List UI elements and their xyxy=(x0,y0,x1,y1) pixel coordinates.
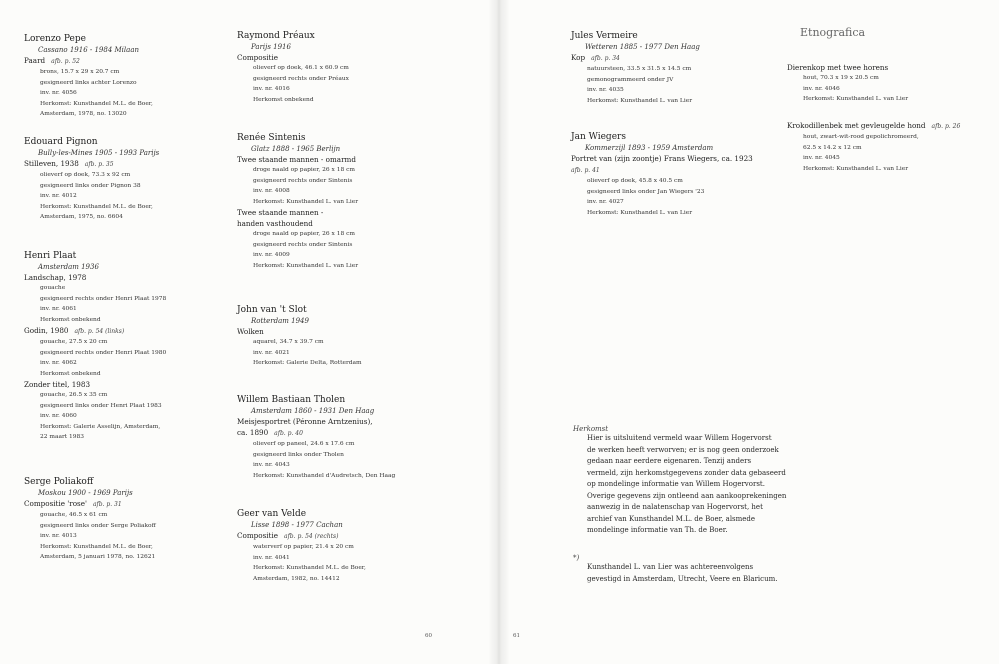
work-detail: gesigneerd rechts onder Sintenis xyxy=(253,177,353,184)
work-title-text: Compositie 'rose' xyxy=(24,499,87,508)
note-line: Hier is uitsluitend vermeld waar Willem Hogervorst xyxy=(587,434,772,442)
work-detail: inv. nr. 4012 xyxy=(40,193,77,199)
right-page xyxy=(497,0,999,664)
work-title-text: Compositie xyxy=(237,531,278,540)
work-title xyxy=(24,55,153,67)
work-detail: olieverf op doek, 45.8 x 40.5 cm xyxy=(587,178,683,184)
work-title-continued xyxy=(237,427,395,439)
work-title-text: Compositie xyxy=(237,53,278,62)
illustration-ref: afb. p. 54 (links) xyxy=(74,328,125,335)
work-detail: aquarel, 34.7 x 39.7 cm xyxy=(253,339,324,345)
work-detail: inv. nr. 4035 xyxy=(587,87,624,93)
artist-dates: Rotterdam 1949 xyxy=(251,317,309,325)
artist-name: Geer van Velde xyxy=(237,509,307,519)
illustration-ref: afb. p. 31 xyxy=(92,501,122,508)
artist-name: Henri Plaat xyxy=(24,251,77,261)
work-detail: Herkomst: Kunsthandel M.L. de Boer, xyxy=(253,565,366,571)
work-title: Twee staande mannen - xyxy=(237,208,324,217)
object-entry-dierenkop xyxy=(787,62,908,105)
artist-entry-pepe xyxy=(24,33,153,120)
artist-name: Renée Sintenis xyxy=(237,133,306,143)
work-title xyxy=(24,158,159,170)
work-detail: gemonogrammeerd onder JV xyxy=(587,76,674,83)
illustration-ref: afb. p. 52 xyxy=(51,58,80,65)
section-title: Etnografica xyxy=(800,26,866,39)
object-detail: Herkomst: Kunsthandel L. van Lier xyxy=(803,96,909,102)
work-title: Portret van (zijn zoontje) Frans Wiegers, ca. 1923 xyxy=(571,154,753,163)
work-title xyxy=(237,52,349,63)
work-title-text: Kop xyxy=(571,53,586,62)
artist-name: Jan Wiegers xyxy=(571,132,626,142)
artist-dates: Glatz 1888 - 1965 Berlijn xyxy=(251,145,341,153)
work-detail: inv. nr. 4009 xyxy=(253,252,290,258)
work-detail: inv. nr. 4043 xyxy=(253,462,290,468)
artist-entry-sintenis xyxy=(237,132,358,271)
work-detail: Amsterdam, 1975, no. 6604 xyxy=(40,214,123,220)
book-gutter xyxy=(488,0,510,664)
work-detail: gesigneerd links onder Serge Poliakoff xyxy=(40,522,156,529)
illustration-ref: afb. p. 26 xyxy=(931,123,961,130)
work-detail: gesigneerd links achter Lorenzo xyxy=(40,79,137,86)
artist-entry-poliakoff xyxy=(24,476,156,563)
artist-name: Edouard Pignon xyxy=(24,137,98,147)
work-title xyxy=(571,52,700,64)
work-title-text: Stilleven, 1938 xyxy=(24,159,79,168)
artist-dates: Parijs 1916 xyxy=(251,43,291,51)
artist-name: Willem Bastiaan Tholen xyxy=(237,395,346,405)
note-body xyxy=(573,433,803,537)
object-detail: Herkomst: Kunsthandel L. van Lier xyxy=(803,165,909,172)
work-detail: Herkomst: Kunsthandel M.L. de Boer, xyxy=(40,100,153,107)
work-detail: Herkomst: Kunsthandel L. van Lier xyxy=(253,198,359,205)
artist-name: Lorenzo Pepe xyxy=(24,34,86,44)
work-detail: brons, 15.7 x 29 x 20.7 cm xyxy=(40,69,120,75)
artist-entry-pignon xyxy=(24,136,159,223)
work-detail: olieverf op doek, 73.3 x 92 cm xyxy=(40,172,131,178)
work-detail: gesigneerd links onder Tholen xyxy=(253,451,344,458)
work-detail: gesigneerd rechts onder Henri Plaat 1978 xyxy=(40,295,167,302)
work-detail: Amsterdam, 1978, no. 13020 xyxy=(40,111,127,117)
artist-dates: Amsterdam 1936 xyxy=(38,263,99,271)
work-title-text: Landschap, 1978 xyxy=(24,273,87,282)
object-detail: hout, zwart-wit-rood gepolichromeerd, xyxy=(803,134,919,140)
artist-dates: Moskou 1900 - 1969 Parijs xyxy=(38,489,133,497)
note-line: mondelinge informatie van Th. de Boer. xyxy=(587,526,728,534)
artist-entry-wiegers xyxy=(571,131,753,218)
object-entry-krokodillenbek xyxy=(787,120,960,174)
work-detail: inv. nr. 4027 xyxy=(587,199,624,205)
work-detail: inv. nr. 4041 xyxy=(253,554,290,561)
work-detail: Herkomst: Kunsthandel M.L. de Boer, xyxy=(40,203,153,210)
work-detail: Amsterdam, 1982, no. 14412 xyxy=(253,575,340,582)
work-detail: gouache, 27.5 x 20 cm xyxy=(40,339,108,345)
work-detail: inv. nr. 4061 xyxy=(40,306,77,312)
artist-entry-slot xyxy=(237,304,362,369)
work-detail: Herkomst: Kunsthandel L. van Lier xyxy=(587,209,693,216)
artist-entry-vermeire xyxy=(571,30,700,106)
work-detail: inv. nr. 4013 xyxy=(40,533,77,539)
work-detail: Herkomst onbekend xyxy=(40,370,101,377)
object-title: Dierenkop met twee horens xyxy=(787,63,889,72)
artist-entry-plaat xyxy=(24,250,166,443)
work-detail: Herkomst: Galerie Delta, Rotterdam xyxy=(253,360,362,366)
work-detail: 22 maart 1983 xyxy=(40,434,85,440)
work-detail: inv. nr. 4008 xyxy=(253,188,290,194)
artist-entry-preaux xyxy=(237,30,349,105)
work-title-text: Twee staande mannen - omarmd xyxy=(237,155,356,164)
work-detail: inv. nr. 4062 xyxy=(40,360,77,366)
work-detail: olieverf op paneel, 24.6 x 17.6 cm xyxy=(253,441,355,447)
work-title-text: Wolken xyxy=(237,327,264,336)
work-detail: gesigneerd links onder Jan Wiegers '23 xyxy=(587,188,705,195)
left-page xyxy=(0,0,497,664)
note-line: gedaan naar eerdere eigenaren. Tenzij anders xyxy=(587,457,752,465)
work-detail: droge naald op papier, 26 x 18 cm xyxy=(253,167,355,173)
artist-dates: Bully-les-Mines 1905 - 1993 Parijs xyxy=(38,149,160,157)
artist-dates: Kommerzijl 1893 - 1959 Amsterdam xyxy=(585,144,714,152)
note-line: archief van Kunsthandel M.L. de Boer, alsmede xyxy=(587,514,756,523)
work-title-text: Godin, 1980 xyxy=(24,326,69,335)
illustration-ref: afb. p. 54 (rechts) xyxy=(284,533,339,540)
artist-name: John van 't Slot xyxy=(237,305,307,315)
work-title-continued: handen vasthoudend xyxy=(237,219,313,228)
work-title xyxy=(237,530,366,542)
work-detail: natuursteen, 33.5 x 31.5 x 14.5 cm xyxy=(587,66,692,72)
note-line: de werken heeft verworven; er is nog geen onderzoek xyxy=(587,445,779,454)
illustration-ref: afb. p. 41 xyxy=(571,167,600,174)
note-line: aanwezig in de nalatenschap van Hogervorst, het xyxy=(587,503,763,511)
object-title-text: Krokodillenbek met gevleugelde hond xyxy=(787,121,926,130)
work-detail: Herkomst: Kunsthandel d'Audretsch, Den Haag xyxy=(253,472,396,479)
work-detail: droge naald op papier, 26 x 18 cm xyxy=(253,231,355,237)
work-detail: gesigneerd links onder Pignon 38 xyxy=(40,182,141,189)
work-detail: Herkomst: Kunsthandel L. van Lier xyxy=(253,262,359,269)
work-detail: inv. nr. 4060 xyxy=(40,413,77,419)
work-detail: Herkomst onbekend xyxy=(40,316,101,323)
work-title-text: ca. 1890 xyxy=(237,428,269,437)
artist-dates: Cassano 1916 - 1984 Milaan xyxy=(38,46,140,54)
note-line: Overige gegevens zijn ontleend aan aankooprekeningen xyxy=(587,491,787,500)
work-detail: Herkomst: Kunsthandel L. van Lier xyxy=(587,97,693,104)
work-detail: gesigneerd rechts onder Henri Plaat 1980 xyxy=(40,349,167,356)
note-line: vermeld, zijn herkomstgegevens zonder data gebaseerd xyxy=(587,468,786,477)
artist-name: Serge Poliakoff xyxy=(24,477,94,487)
object-detail: hout, 70.3 x 19 x 20.5 cm xyxy=(803,75,879,81)
work-detail: inv. nr. 4056 xyxy=(40,90,77,96)
illustration-ref: afb. p. 35 xyxy=(84,161,114,168)
object-title xyxy=(787,120,960,132)
work-detail: Herkomst onbekend xyxy=(253,96,314,103)
work-detail: gouache xyxy=(40,285,66,291)
work-title xyxy=(24,498,156,510)
work-title-continued xyxy=(571,164,753,176)
work-title-text: Zonder titel, 1983 xyxy=(24,380,91,389)
footnote-marker: *) xyxy=(573,554,580,562)
work-detail: gesigneerd rechts onder Préaux xyxy=(253,75,349,82)
footnote-line: Kunsthandel L. van Lier was achtereenvolgens xyxy=(587,563,754,571)
work-title: Meisjesportret (Péronne Arntzenius), xyxy=(237,417,373,426)
work-detail: Herkomst: Galerie Asselijn, Amsterdam, xyxy=(40,423,161,430)
work-title-text: Paard xyxy=(24,56,46,65)
page-number: 60 xyxy=(425,633,432,639)
footnote-line: gevestigd in Amsterdam, Utrecht, Veere en Blaricum. xyxy=(587,574,778,583)
object-detail: inv. nr. 4045 xyxy=(803,155,840,161)
work-detail: gouache, 26.5 x 35 cm xyxy=(40,392,108,398)
work-detail: waterverf op papier, 21.4 x 20 cm xyxy=(253,544,354,550)
note-label: Herkomst xyxy=(573,425,609,433)
work-detail: gesigneerd links onder Henri Plaat 1983 xyxy=(40,402,162,409)
object-detail: inv. nr. 4046 xyxy=(803,85,840,92)
object-detail: 62.5 x 14.2 x 12 cm xyxy=(803,144,862,151)
work-detail: Amsterdam, 5 januari 1978, no. 12621 xyxy=(40,554,156,560)
artist-dates: Amsterdam 1860 - 1931 Den Haag xyxy=(251,407,375,415)
illustration-ref: afb. p. 34 xyxy=(591,55,620,62)
note-line: op mondelinge informatie van Willem Hogervorst. xyxy=(587,480,765,488)
artist-entry-tholen xyxy=(237,394,395,481)
work-detail: Herkomst: Kunsthandel M.L. de Boer, xyxy=(40,543,153,550)
artist-dates: Wetteren 1885 - 1977 Den Haag xyxy=(585,43,700,51)
work-detail: gesigneerd rechts onder Sintenis xyxy=(253,241,353,248)
work-title xyxy=(237,326,362,337)
artist-entry-velde xyxy=(237,508,366,584)
footnote xyxy=(573,554,813,585)
illustration-ref: afb. p. 40 xyxy=(274,430,303,437)
work-detail: inv. nr. 4016 xyxy=(253,86,290,92)
artist-dates: Lisse 1898 - 1977 Cachan xyxy=(251,521,343,529)
work-title xyxy=(24,325,166,337)
footnote-body xyxy=(573,562,813,585)
provenance-note xyxy=(573,425,803,537)
work-detail: gouache, 46.5 x 61 cm xyxy=(40,512,108,518)
artist-name: Jules Vermeire xyxy=(571,31,638,41)
work-title xyxy=(237,154,358,165)
work-detail: inv. nr. 4021 xyxy=(253,349,290,356)
work-title xyxy=(24,379,166,390)
artist-name: Raymond Préaux xyxy=(237,31,315,41)
work-title xyxy=(24,272,166,283)
page-number: 61 xyxy=(513,633,520,639)
work-detail: olieverf op doek, 46.1 x 60.9 cm xyxy=(253,65,349,71)
